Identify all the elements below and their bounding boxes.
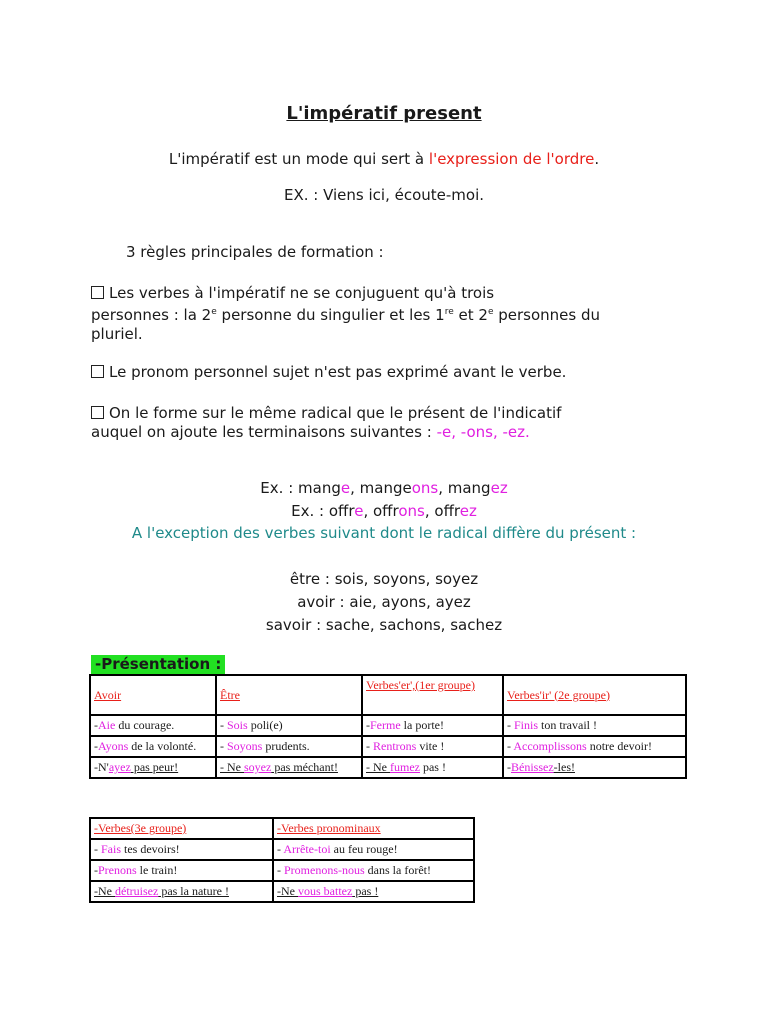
- table-header-row: [90, 818, 474, 839]
- header-etre: Être: [216, 675, 362, 715]
- table-row: [90, 881, 474, 902]
- table-row: [90, 736, 686, 757]
- header-avoir: Avoir: [90, 675, 216, 715]
- exception-line: A l'exception des verbes suivant dont le radical diffère du présent :: [131, 524, 637, 542]
- checkbox-icon: [91, 406, 104, 419]
- table-cell: - Arrête-toi au feu rouge!: [273, 839, 474, 860]
- rules-heading: 3 règles principales de formation :: [126, 243, 384, 261]
- table-row: [90, 839, 474, 860]
- table-row: [90, 757, 686, 778]
- table-cell: - Ne fumez pas !: [362, 757, 503, 778]
- example-offrir: Ex. : offre, offrons, offrez: [291, 502, 477, 520]
- endings: -e, -ons, -ez.: [436, 423, 530, 441]
- table-header-row: [90, 675, 686, 715]
- table-cell: -Ayons de la volonté.: [90, 736, 216, 757]
- rule-1: Les verbes à l'impératif ne se conjuguent qu'à trois personnes : la 2e personne du singulier et les 1re et 2e personnes du pluriel.: [91, 284, 601, 343]
- conjugation-table-2: [89, 817, 475, 903]
- etre-line: être : sois, soyons, soyez: [289, 570, 479, 588]
- table-cell: -Ferme la porte!: [362, 715, 503, 736]
- table-cell: -Ne vous battez pas !: [273, 881, 474, 902]
- savoir-line: savoir : sache, sachons, sachez: [265, 616, 503, 634]
- table-cell: - Ne soyez pas méchant!: [216, 757, 362, 778]
- page-title: L'impératif present: [286, 103, 482, 124]
- table-cell: - Promenons-nous dans la forêt!: [273, 860, 474, 881]
- table-cell: -Prenons le train!: [90, 860, 273, 881]
- table-cell: - Accomplissons notre devoir!: [503, 736, 686, 757]
- table-cell: - Soyons prudents.: [216, 736, 362, 757]
- intro-paragraph: L'impératif est un mode qui sert à l'expression de l'ordre.: [168, 150, 600, 168]
- table-cell: -Ne détruisez pas la nature !: [90, 881, 273, 902]
- table-cell: -Bénissez-les!: [503, 757, 686, 778]
- table-cell: - Sois poli(e): [216, 715, 362, 736]
- table-row: [90, 860, 474, 881]
- table-cell: - Finis ton travail !: [503, 715, 686, 736]
- rule-2: Le pronom personnel sujet n'est pas exprimé avant le verbe.: [91, 363, 691, 382]
- checkbox-icon: [91, 365, 104, 378]
- intro-highlight: l'expression de l'ordre: [428, 150, 595, 168]
- table-row: [90, 715, 686, 736]
- presentation-label: -Présentation :: [91, 655, 225, 674]
- header-ir: Verbes'ir' (2e groupe): [503, 675, 686, 715]
- rule-3: On le forme sur le même radical que le présent de l'indicatif auquel on ajoute les terminaisons suivantes : -e, -ons, -ez.: [91, 404, 562, 441]
- header-3e-groupe: -Verbes(3e groupe): [90, 818, 273, 839]
- example-line: EX. : Viens ici, écoute-moi.: [283, 186, 485, 204]
- checkbox-icon: [91, 286, 104, 299]
- table-cell: - Rentrons vite !: [362, 736, 503, 757]
- conjugation-table-1: [89, 674, 687, 779]
- header-pronominaux: -Verbes pronominaux: [273, 818, 474, 839]
- example-manger: Ex. : mange, mangeons, mangez: [260, 479, 508, 497]
- table-cell: - Fais tes devoirs!: [90, 839, 273, 860]
- table-cell: -Aie du courage.: [90, 715, 216, 736]
- header-er: Verbes'er',(1er groupe): [362, 675, 503, 715]
- table-cell: -N'ayez pas peur!: [90, 757, 216, 778]
- avoir-line: avoir : aie, ayons, ayez: [297, 593, 471, 611]
